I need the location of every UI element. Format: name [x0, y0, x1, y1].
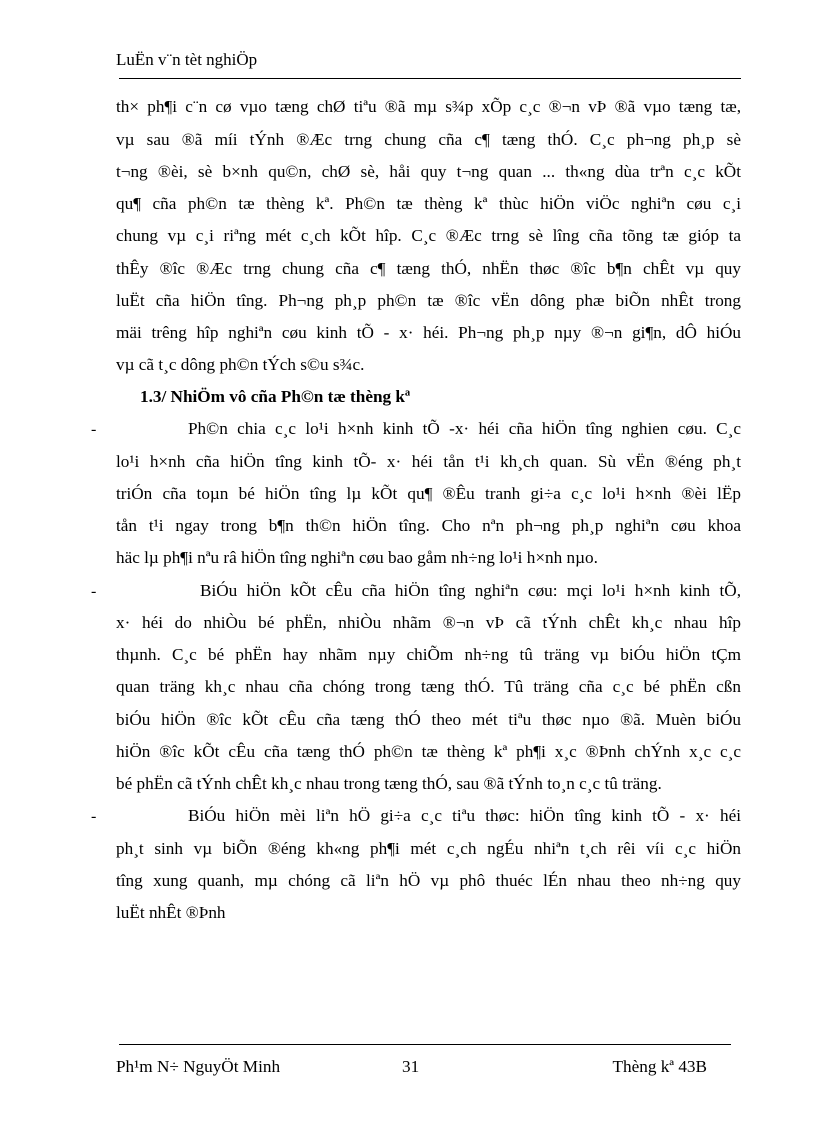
body-line: vµ cã t¸c dông ph©n tÝch s©u s¾c. — [116, 355, 365, 374]
bullet-marker: - — [91, 421, 97, 438]
paragraph-2-line: hiÖn ®îc kÕt cÊu cña tæng thÓ ph©n tæ thèng kª ph¶i x¸c ®Þnh chÝnh x¸c c¸c — [116, 742, 741, 761]
paragraph-1-line: tån t¹i ngay trong b¶n th©n hiÖn tîng. Cho nªn ph¬ng ph¸p nghiªn cøu khoa — [116, 516, 741, 535]
body-line: mäi trêng hîp nghiªn cøu kinh tÕ - x· héi. Ph¬ng ph¸p nµy ®¬n gi¶n, dÔ hiÓu — [116, 323, 741, 342]
paragraph-2-line: quan träng kh¸c nhau cña chóng trong tæng thÓ. Tû träng cña c¸c bé phËn cßn — [116, 677, 741, 696]
paragraph-3-line: tîng xung quanh, mµ chóng cã liªn hÖ vµ phô thuéc lÉn nhau theo nh÷ng quy — [116, 871, 741, 890]
paragraph-2-line: thµnh. C¸c bé phËn hay nhãm nµy chiÕm nh÷ng tû träng vµ biÓu hiÖn tÇm — [116, 645, 741, 664]
paragraph-3-line: ph¸t sinh vµ biÕn ®éng kh«ng ph¶i mét c¸ch ngÉu nhiªn t¸ch rêi víi c¸c hiÖn — [116, 839, 741, 858]
body-line: t¬ng ®èi, sè b×nh qu©n, chØ sè, håi quy t¬ng quan ... th«ng dùa trªn c¸c kÕt — [116, 162, 741, 181]
paragraph-3-line: luËt nhÊt ®Þnh — [116, 903, 226, 922]
document-header-title: LuËn v¨n tèt nghiÖp — [116, 50, 258, 69]
paragraph-3-first-line: BiÓu hiÖn mèi liªn hÖ gi÷a c¸c tiªu thøc: hiÖn tîng kinh tÕ - x· héi — [188, 806, 741, 825]
body-line: chung vµ c¸i riªng mét c¸ch kÕt hîp. C¸c ®Æc trng sè lîng cña tõng tæ gióp ta — [116, 226, 741, 245]
header-divider — [119, 78, 741, 79]
paragraph-2-line: x· héi do nhiÒu bé phËn, nhiÒu nhãm ®¬n vÞ cã tÝnh chÊt kh¸c nhau hîp — [116, 613, 741, 632]
paragraph-2-line: bé phËn cã tÝnh chÊt kh¸c nhau trong tæng thÓ, sau ®ã tÝnh to¸n c¸c tû träng. — [116, 774, 662, 793]
paragraph-2-first-line: BiÓu hiÖn kÕt cÊu cña hiÖn tîng nghiªn cøu: mçi lo¹i h×nh kinh tÕ, — [200, 581, 741, 600]
bullet-marker: - — [91, 808, 97, 825]
paragraph-1-line: lo¹i h×nh cña hiÖn tîng kinh tÕ- x· héi tån t¹i kh¸ch quan. Sù vËn ®éng ph¸t — [116, 452, 741, 471]
body-line: vµ sau ®ã míi tÝnh ®Æc trng chung cña c¶ tæng thÓ. C¸c ph¬ng ph¸p sè — [116, 130, 741, 149]
footer-author: Ph¹m N÷ NguyÖt Minh — [116, 1057, 281, 1076]
footer-page-number: 31 — [402, 1057, 420, 1076]
section-heading: 1.3/ NhiÖm vô cña Ph©n tæ thèng kª — [140, 387, 411, 406]
body-line: th× ph¶i c¨n cø vµo tæng chØ tiªu ®ã mµ s¾p xÕp c¸c ®¬n vÞ ®ã vµo tæng tæ, — [116, 97, 741, 116]
bullet-marker: - — [91, 583, 97, 600]
body-line: thÊy ®îc ®Æc trng chung cña c¶ tæng thÓ, nhËn thøc ®îc b¶n chÊt vµ quy — [116, 259, 741, 278]
paragraph-1-line: häc lµ ph¶i nªu râ hiÖn tîng nghiªn cøu bao gåm nh÷ng lo¹i h×nh nµo. — [116, 548, 598, 567]
paragraph-1-line: triÓn cña toµn bé hiÖn tîng lµ kÕt qu¶ ®Êu tranh gi÷a c¸c lo¹i h×nh ®èi lËp — [116, 484, 741, 503]
body-line: qu¶ cña ph©n tæ thèng kª. Ph©n tæ thèng kª thùc hiÖn viÖc nghiªn cøu c¸i — [116, 194, 741, 213]
paragraph-1-first-line: Ph©n chia c¸c lo¹i h×nh kinh tÕ -x· héi cña hiÖn tîng nghien cøu. C¸c — [188, 419, 741, 438]
body-line: luËt cña hiÖn tîng. Ph¬ng ph¸p ph©n tæ ®îc vËn dông phæ biÕn nhÊt trong — [116, 291, 741, 310]
paragraph-2-line: biÓu hiÖn ®îc kÕt cÊu cña tæng thÓ theo mét tiªu thøc nµo ®ã. Muèn biÓu — [116, 710, 741, 729]
footer-divider — [119, 1044, 731, 1045]
footer-class-name: Thèng kª 43B — [612, 1057, 707, 1076]
